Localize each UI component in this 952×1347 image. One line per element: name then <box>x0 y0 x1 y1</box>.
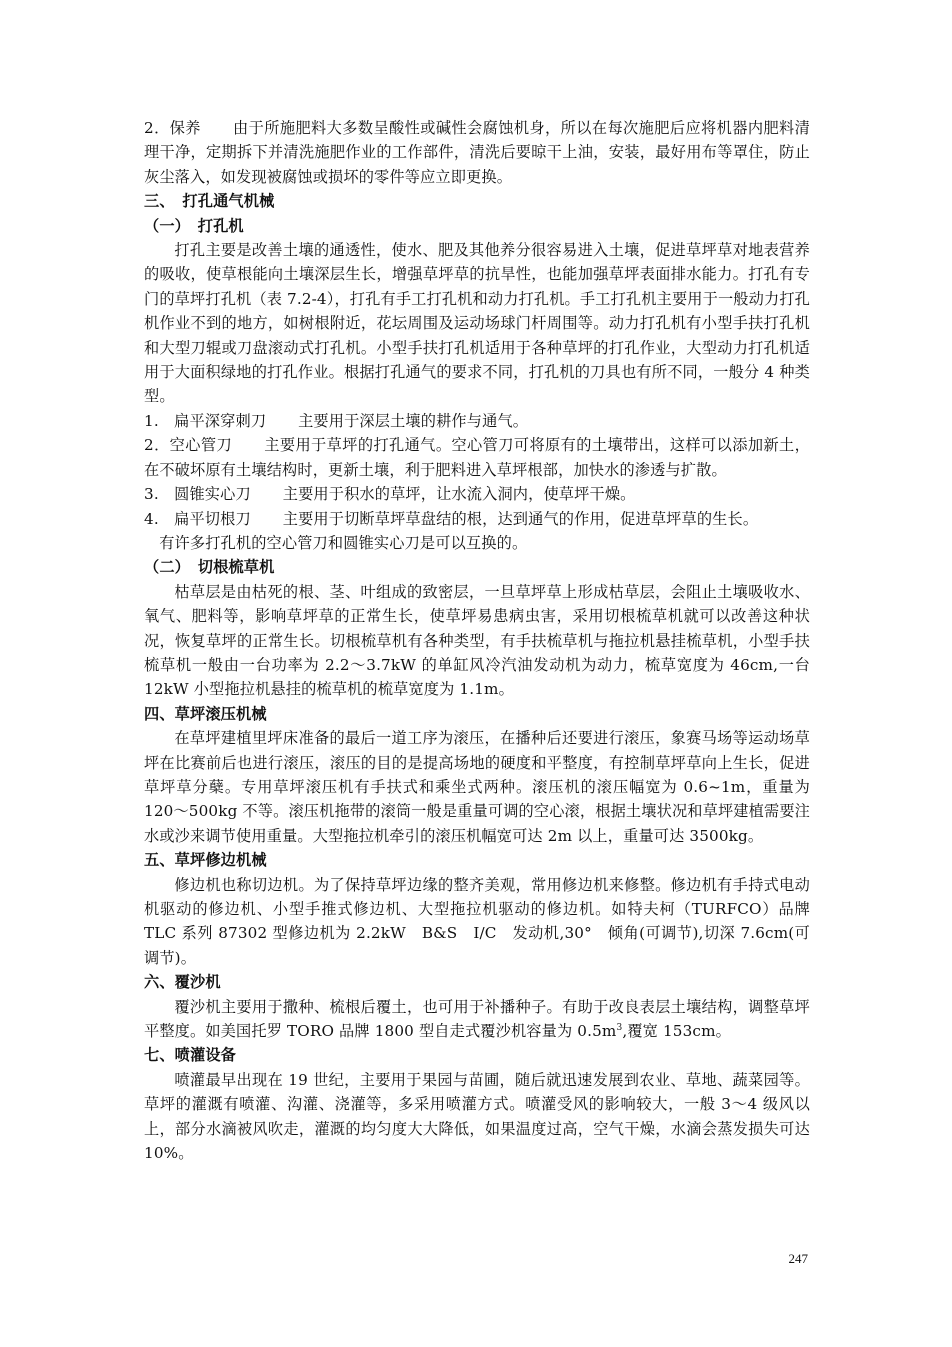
maintenance-paragraph <box>144 116 810 189</box>
blade-3-text: 主要用于积水的草坪，让水流入洞内，使草坪干燥。 <box>282 485 636 504</box>
blade-item-1 <box>144 409 810 433</box>
page-number: 247 <box>788 1251 808 1266</box>
blade-item-2 <box>144 433 810 482</box>
section-3-heading: 三、 打孔通气机械 <box>144 192 275 211</box>
topdresser-text-before: 覆沙机主要用于撒种、梳根后覆土，也可用于补播种子。有助于改良表层土壤结构，调整草坪平整度。如美国托罗 TORO 品牌 1800 型自走式覆沙机容量为 0.5m <box>144 997 810 1041</box>
section-4-heading: 四、草坪滚压机械 <box>144 704 267 723</box>
blade-1-text: 主要用于深层土壤的耕作与通气。 <box>298 411 529 430</box>
dethatcher-paragraph: 枯草层是由枯死的根、茎、叶组成的致密层，一旦草坪草上形成枯草层，会阻止土壤吸收水、氧气、肥料等，影响草坪草的正常生长，使草坪易患病虫害，采用切根梳草机就可以改善这种状况，恢复草坪的正常生长。切根梳草机有各种类型，有手扶梳草机与拖拉机悬挂梳草机，小型手扶梳草机一般由一台功率为 2.2～3.7kW 的单缸风冷汽油发动机为动力，梳草宽度为 46cm,一台 12kW 小型拖拉机悬挂的梳草机的梳草宽度为 1.1m。 <box>144 582 810 699</box>
sprinkler-paragraph: 喷灌最早出现在 19 世纪，主要用于果园与苗圃，随后就迅速发展到农业、草地、蔬菜园等。草坪的灌溉有喷灌、沟灌、浇灌等，多采用喷灌方式。喷灌受风的影响较大，一般 3～4 级风以上，部分水滴被风吹走，灌溉的均匀度大大降低，如果温度过高，空气干燥，水滴会蒸发损失可达 10%。 <box>144 1070 810 1163</box>
blade-2-label: 2．空心管刀 <box>144 436 233 455</box>
section-6-heading: 六、覆沙机 <box>144 973 221 992</box>
blade-2-text: 主要用于草坪的打孔通气。空心管刀可将原有的土壤带出，这样可以添加新土，在不破坏原有土壤结构时，更新土壤，利于肥料进入草坪根部，加快水的渗透与扩散。 <box>144 436 810 479</box>
blade-1-label: 1. 扁平深穿刺刀 <box>144 411 267 430</box>
subsection-dethatcher-heading: （二） 切根梳草机 <box>144 558 275 577</box>
topdresser-text-after: ,覆宽 153cm。 <box>622 1022 731 1041</box>
subsection-aerator-heading: （一） 打孔机 <box>144 216 244 235</box>
topdresser-paragraph <box>144 995 810 1044</box>
page-content <box>144 116 810 1165</box>
section-7-heading: 七、喷灌设备 <box>144 1046 237 1065</box>
roller-paragraph: 在草坪建植里坪床准备的最后一道工序为滚压，在播种后还要进行滚压，象赛马场等运动场草坪在比赛前后也进行滚压，滚压的目的是提高场地的硬度和平整度，有控制草坪草向上生长，促进草坪草分蘖。专用草坪滚压机有手扶式和乘坐式两种。滚压机的滚压幅宽为 0.6~1m，重量为 120～500kg 不等。滚压机拖带的滚筒一般是重量可调的空心滚，根据土壤状况和草坪建植需要注水或沙来调节使用重量。大型拖拉机牵引的滚压机幅宽可达 2m 以上，重量可达 3500kg。 <box>144 729 810 845</box>
blades-note: 有许多打孔机的空心管刀和圆锥实心刀是可以互换的。 <box>159 533 528 552</box>
blade-4-text: 主要用于切断草坪草盘结的根，达到通气的作用，促进草坪草的生长。 <box>282 509 759 528</box>
topdresser-superscript: 3 <box>616 1022 623 1033</box>
section-5-heading: 五、草坪修边机械 <box>144 851 267 870</box>
edger-paragraph: 修边机也称切边机。为了保持草坪边缘的整齐美观，常用修边机来修整。修边机有手持式电动机驱动的修边机、小型手推式修边机、大型拖拉机驱动的修边机。如特夫柯（TURFCO）品牌 TLC 系列 87302 型修边机为 2.2kW B&S I/C 发动机,30° 倾角(可调节),切深 7.6cm(可调节)。 <box>144 875 810 967</box>
blade-4-label: 4. 扁平切根刀 <box>144 509 251 528</box>
blade-item-4 <box>144 507 810 531</box>
blade-item-3 <box>144 482 810 506</box>
aerator-paragraph: 打孔主要是改善土壤的通透性，使水、肥及其他养分很容易进入土壤，促进草坪草对地表营养的吸收，使草根能向土壤深层生长，增强草坪草的抗旱性，也能加强草坪表面排水能力。打孔有专门的草坪打孔机（表 7.2-4），打孔有手工打孔机和动力打孔机。手工打孔机主要用于一般动力打孔机作业不到的地方，如树根附近，花坛周围及运动场球门杆周围等。动力打孔机有小型手扶打孔机和大型刀辊或刀盘滚动式打孔机。小型手扶打孔机适用于各种草坪的打孔作业，大型动力打孔机适用于大面积绿地的打孔作业。根据打孔通气的要求不同，打孔机的刀具也有所不同，一般分 4 种类型。 <box>144 241 810 406</box>
maintenance-label: 2．保养 <box>144 119 201 137</box>
blade-3-label: 3. 圆锥实心刀 <box>144 485 251 504</box>
maintenance-text: 由于所施肥料大多数呈酸性或碱性会腐蚀机身，所以在每次施肥后应将机器内肥料清理干净，定期拆下并清洗施肥作业的工作部件，清洗后要晾干上油，安装，最好用布等罩住，防止灰尘落入，如发现被腐蚀或损坏的零件等应立即更换。 <box>144 119 810 186</box>
